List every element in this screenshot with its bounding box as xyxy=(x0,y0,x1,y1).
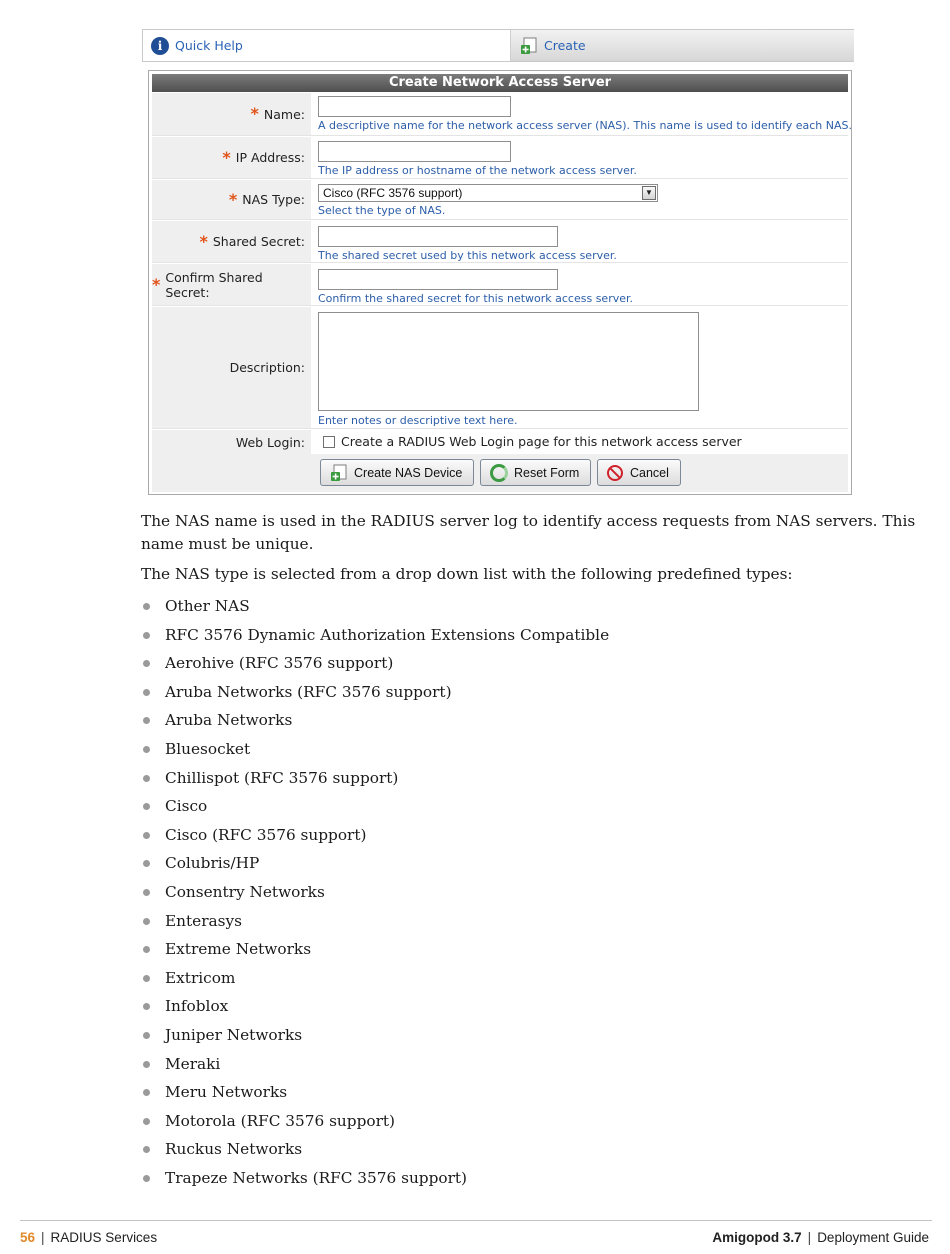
bullet-icon xyxy=(143,1146,150,1153)
list-item-text: Aerohive (RFC 3576 support) xyxy=(165,654,394,673)
list-item-text: Bluesocket xyxy=(165,739,251,758)
nas-type-row xyxy=(152,180,848,220)
bullet-icon xyxy=(143,689,150,696)
tab-quick-help[interactable] xyxy=(151,30,243,61)
shared-secret-hint: The shared secret used by this network access server. xyxy=(318,249,617,262)
list-item-text: Chillispot (RFC 3576 support) xyxy=(165,768,399,787)
bullet-icon xyxy=(143,946,150,953)
ip-address-hint: The IP address or hostname of the network access server. xyxy=(318,164,637,177)
list-item-text: Other NAS xyxy=(165,597,250,615)
list-item xyxy=(141,1109,609,1138)
bullet-icon xyxy=(143,803,150,810)
list-item-text: Trapeze Networks (RFC 3576 support) xyxy=(165,1168,468,1187)
description-row xyxy=(152,307,848,429)
chevron-down-icon[interactable]: ▼ xyxy=(642,186,656,200)
confirm-secret-hint: Confirm the shared secret for this network access server. xyxy=(318,292,634,305)
bullet-icon xyxy=(143,1061,150,1068)
list-item-text: Cisco xyxy=(165,797,208,816)
list-item xyxy=(141,680,609,709)
bullet-icon xyxy=(143,717,150,724)
reset-form-label: Reset Form xyxy=(514,465,580,480)
nas-type-selected: Cisco (RFC 3576 support) xyxy=(323,186,463,200)
list-item xyxy=(141,794,609,823)
screenshot-panel xyxy=(142,29,854,495)
description-textarea[interactable] xyxy=(318,312,699,411)
list-item-text: Meru Networks xyxy=(165,1083,288,1102)
confirm-secret-input[interactable] xyxy=(318,269,558,290)
bullet-icon xyxy=(143,1032,150,1039)
ip-address-label: IP Address: xyxy=(235,150,305,165)
name-label: Name: xyxy=(263,106,305,122)
tab-bar xyxy=(142,29,854,62)
guide-name: Deployment Guide xyxy=(817,1230,929,1245)
footer-divider xyxy=(20,1220,932,1221)
list-item xyxy=(141,651,609,680)
required-mark: * xyxy=(222,147,231,167)
list-item-text: Meraki xyxy=(165,1054,221,1073)
shared-secret-label: Shared Secret: xyxy=(212,234,305,249)
required-mark: * xyxy=(199,231,208,251)
list-item-text: Motorola (RFC 3576 support) xyxy=(165,1111,396,1130)
no-entry-icon xyxy=(607,465,623,481)
section-name: RADIUS Services xyxy=(50,1230,158,1245)
reset-form-button[interactable] xyxy=(480,459,591,486)
list-item-text: RFC 3576 Dynamic Authorization Extensions Compatible xyxy=(165,625,610,644)
bullet-icon xyxy=(143,889,150,896)
add-document-icon xyxy=(520,37,538,55)
list-item xyxy=(141,1166,609,1195)
nas-type-list xyxy=(141,594,609,1194)
nas-type-hint: Select the type of NAS. xyxy=(318,204,446,217)
bullet-icon xyxy=(143,632,150,639)
bullet-icon xyxy=(143,746,150,753)
confirm-secret-row xyxy=(152,264,848,306)
footer-right xyxy=(712,1230,929,1245)
page-number: 56 xyxy=(20,1230,36,1245)
tab-quick-help-label: Quick Help xyxy=(175,38,243,53)
bullet-icon xyxy=(143,832,150,839)
list-item xyxy=(141,708,609,737)
bullet-icon xyxy=(143,1089,150,1096)
list-item-text: Consentry Networks xyxy=(165,882,325,901)
web-login-checkbox-label[interactable]: Create a RADIUS Web Login page for this network access server xyxy=(341,434,742,449)
bullet-icon xyxy=(143,660,150,667)
bullet-icon xyxy=(143,975,150,982)
footer-left xyxy=(20,1230,157,1245)
shared-secret-row xyxy=(152,221,848,263)
description-label: Description: xyxy=(229,360,305,375)
list-item-text: Infoblox xyxy=(165,997,229,1016)
list-item xyxy=(141,994,609,1023)
bullet-icon xyxy=(143,1175,150,1182)
create-nas-device-label: Create NAS Device xyxy=(354,465,463,480)
list-item xyxy=(141,766,609,795)
cancel-label: Cancel xyxy=(630,465,669,480)
web-login-label: Web Login: xyxy=(235,434,305,450)
list-item xyxy=(141,1052,609,1081)
list-item-text: Cisco (RFC 3576 support) xyxy=(165,825,367,844)
nas-type-label: NAS Type: xyxy=(242,192,305,207)
list-item xyxy=(141,594,609,623)
list-item xyxy=(141,909,609,938)
list-item xyxy=(141,851,609,880)
web-login-checkbox[interactable] xyxy=(323,436,335,448)
name-input[interactable] xyxy=(318,96,511,117)
list-item-text: Aruba Networks (RFC 3576 support) xyxy=(165,682,452,701)
list-item-text: Aruba Networks xyxy=(165,711,293,730)
list-item xyxy=(141,623,609,652)
list-item-text: Colubris/HP xyxy=(165,854,260,873)
bullet-icon xyxy=(143,860,150,867)
product-name: Amigopod 3.7 xyxy=(712,1230,802,1245)
create-nas-device-button[interactable] xyxy=(320,459,474,486)
create-nas-form xyxy=(148,70,852,495)
list-item xyxy=(141,737,609,766)
list-item-text: Ruckus Networks xyxy=(165,1140,303,1159)
name-row xyxy=(152,93,853,136)
list-item-text: Extreme Networks xyxy=(165,940,312,959)
list-item xyxy=(141,1137,609,1166)
list-item xyxy=(141,937,609,966)
shared-secret-input[interactable] xyxy=(318,226,558,247)
bullet-icon xyxy=(143,1003,150,1010)
list-item-text: Extricom xyxy=(165,968,236,987)
add-document-icon xyxy=(330,464,348,482)
description-hint: Enter notes or descriptive text here. xyxy=(318,414,518,427)
list-item xyxy=(141,1080,609,1109)
ip-address-input[interactable] xyxy=(318,141,511,162)
cancel-button[interactable] xyxy=(597,459,681,486)
list-item-text: Enterasys xyxy=(165,911,242,930)
recycle-icon xyxy=(490,464,508,482)
ip-address-row xyxy=(152,137,848,179)
required-mark: * xyxy=(228,189,238,209)
list-item xyxy=(141,966,609,995)
nas-name-paragraph: The NAS name is used in the RADIUS server log to identify access requests from NAS servers. This name must be unique. xyxy=(141,512,916,553)
nas-type-select[interactable] xyxy=(318,184,658,202)
web-login-row xyxy=(152,430,848,454)
footer-separator: | xyxy=(807,1230,812,1245)
list-item xyxy=(141,823,609,852)
nas-type-paragraph: The NAS type is selected from a drop down list with the following predefined types: xyxy=(141,565,793,583)
name-hint: A descriptive name for the network access server (NAS). This name is used to identify each NAS. xyxy=(318,119,853,132)
tab-create-label: Create xyxy=(544,38,586,53)
list-item xyxy=(141,1023,609,1052)
list-item xyxy=(141,880,609,909)
bullet-icon xyxy=(143,1118,150,1125)
confirm-secret-label: Confirm Shared Secret: xyxy=(165,269,263,300)
tab-create[interactable] xyxy=(510,30,854,61)
bullet-icon xyxy=(143,603,150,610)
form-buttons xyxy=(152,454,848,492)
required-mark: * xyxy=(152,274,161,294)
form-title: Create Network Access Server xyxy=(152,74,848,92)
list-item-text: Juniper Networks xyxy=(165,1025,303,1044)
required-mark: * xyxy=(250,104,259,123)
footer-separator: | xyxy=(41,1230,45,1245)
info-icon: i xyxy=(151,37,169,55)
bullet-icon xyxy=(143,775,150,782)
bullet-icon xyxy=(143,918,150,925)
